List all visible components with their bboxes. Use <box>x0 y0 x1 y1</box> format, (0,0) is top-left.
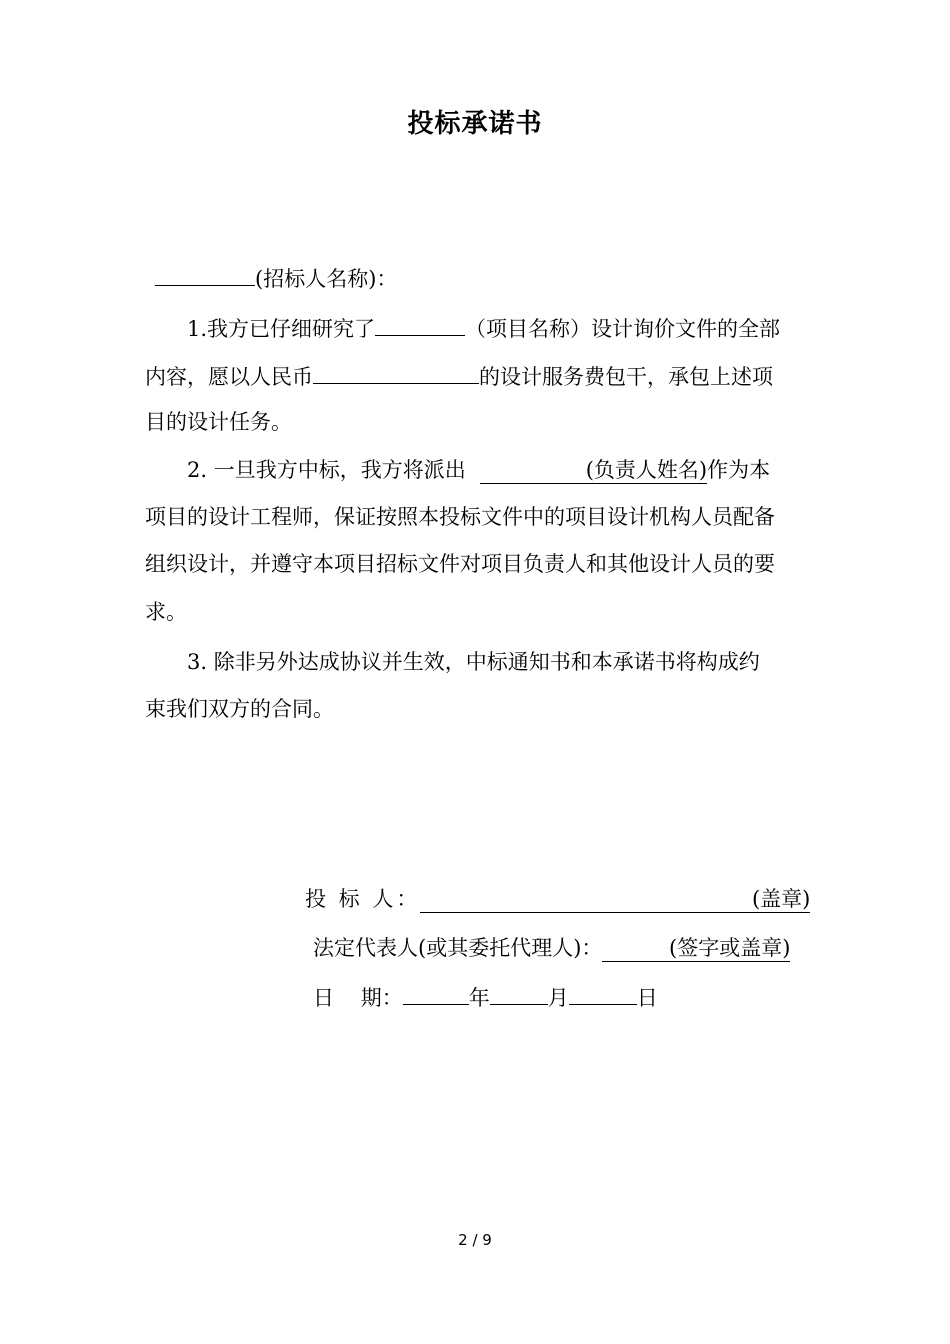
addressee-blank <box>155 263 255 286</box>
p1-line2-text-b: 的设计服务费包干，承包上述项 <box>479 365 773 389</box>
p3-line1: 3. 除非另外达成协议并生效，中标通知书和本承诺书将构成约 <box>187 650 760 674</box>
representative-label: 法定代表人(或其委托代理人)： <box>313 936 603 960</box>
fee-amount-blank <box>313 361 479 384</box>
page-number: 2 / 9 <box>458 1231 492 1249</box>
p2-line3: 组织设计，并遵守本项目招标文件对项目负责人和其他设计人员的要 <box>145 552 775 576</box>
p3-line2: 束我们双方的合同。 <box>145 697 334 721</box>
representative-line <box>313 934 790 962</box>
p2-line1-text-a: 2. 一旦我方中标，我方将派出 <box>187 458 466 482</box>
day-blank <box>569 982 637 1005</box>
month-blank <box>490 982 548 1005</box>
day-label: 日 <box>636 986 658 1010</box>
p1-line2-text-a: 内容，愿以人民币 <box>145 365 313 389</box>
project-name-blank <box>375 313 465 336</box>
representative-field <box>602 935 790 962</box>
p1-line1 <box>187 313 780 343</box>
p2-line4: 求。 <box>145 600 187 624</box>
date-line <box>313 982 658 1012</box>
representative-suffix: (签字或盖章) <box>669 936 791 960</box>
addressee-line <box>155 263 397 293</box>
date-label: 日 期： <box>313 986 403 1010</box>
year-label: 年 <box>468 986 490 1010</box>
year-blank <box>403 982 469 1005</box>
addressee-suffix: (招标人名称)： <box>255 267 398 291</box>
p2-line1 <box>187 456 770 484</box>
p1-line1-text-b: （项目名称）设计询价文件的全部 <box>465 317 781 341</box>
bidder-label: 投 标 人： <box>305 887 421 911</box>
bidder-suffix: (盖章) <box>751 887 811 911</box>
p1-line2 <box>145 361 773 391</box>
bidder-line <box>305 885 810 913</box>
p1-line1-text-a: 1.我方已仔细研究了 <box>187 317 376 341</box>
bidder-field <box>420 886 810 913</box>
responsible-person-label: (负责人姓名) <box>585 458 708 482</box>
responsible-person-field <box>480 457 707 484</box>
month-label: 月 <box>547 986 569 1010</box>
p2-line2: 项目的设计工程师，保证按照本投标文件中的项目设计机构人员配备 <box>145 505 775 529</box>
document-title: 投标承诺书 <box>407 109 543 139</box>
p2-line1-text-c: 作为本 <box>707 458 771 482</box>
p1-line3: 目的设计任务。 <box>145 410 292 434</box>
